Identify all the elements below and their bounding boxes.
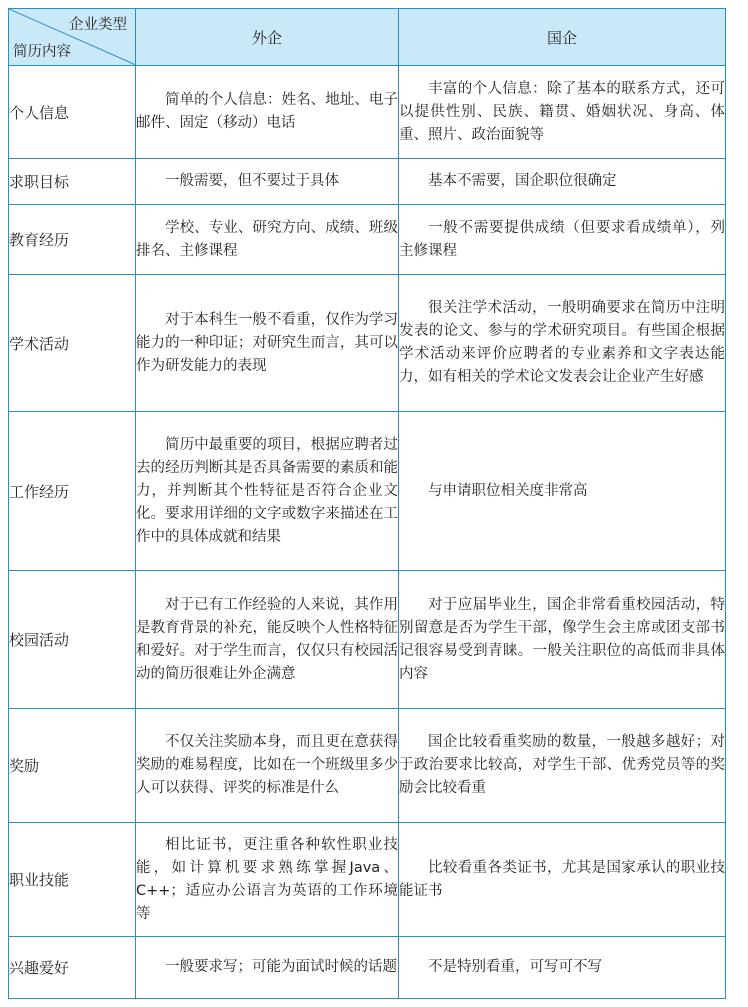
header-state: 国企 xyxy=(399,9,726,66)
header-foreign: 外企 xyxy=(136,9,399,66)
row-label: 职业技能 xyxy=(9,823,136,937)
state-cell: 一般不需要提供成绩（但要求看成绩单），列主修课程 xyxy=(399,205,726,275)
resume-comparison-table xyxy=(8,8,726,999)
foreign-cell: 简历中最重要的项目，根据应聘者过去的经历判断其是否具备需要的素质和能力，并判断其个性特征是否符合企业文化。要求用详细的文字或数字来描述在工作中的具体成就和结果 xyxy=(136,412,399,571)
state-cell: 比较看重各类证书，尤其是国家承认的职业技能证书 xyxy=(399,823,726,937)
foreign-cell: 简单的个人信息：姓名、地址、电子邮件、固定（移动）电话 xyxy=(136,66,399,159)
foreign-cell: 对于已有工作经验的人来说，其作用是教育背景的补充，能反映个人性格特征和爱好。对于学生而言，仅仅只有校园活动的简历很难让外企满意 xyxy=(136,571,399,709)
table-row xyxy=(9,709,726,823)
table-row xyxy=(9,937,726,999)
corner-top-label: 企业类型 xyxy=(69,17,127,33)
row-label: 校园活动 xyxy=(9,571,136,709)
foreign-cell: 不仅关注奖励本身，而且更在意获得奖励的难易程度，比如在一个班级里多少人可以获得、评奖的标准是什么 xyxy=(136,709,399,823)
state-cell: 与申请职位相关度非常高 xyxy=(399,412,726,571)
foreign-cell: 一般需要，但不要过于具体 xyxy=(136,159,399,205)
foreign-cell: 相比证书，更注重各种软性职业技能，如计算机要求熟练掌握Java、C++；适应办公语言为英语的工作环境等 xyxy=(136,823,399,937)
state-cell: 很关注学术活动，一般明确要求在简历中注明发表的论文、参与的学术研究项目。有些国企根据学术活动来评价应聘者的专业素养和文字表达能力，如有相关的学术论文发表会让企业产生好感 xyxy=(399,275,726,412)
state-cell: 对于应届毕业生，国企非常看重校园活动，特别留意是否为学生干部，像学生会主席或团支部书记很容易受到青睐。一般关注职位的高低而非具体内容 xyxy=(399,571,726,709)
table-row xyxy=(9,571,726,709)
row-label: 兴趣爱好 xyxy=(9,937,136,999)
resume-comparison-table-wrap xyxy=(8,8,725,999)
foreign-cell: 学校、专业、研究方向、成绩、班级排名、主修课程 xyxy=(136,205,399,275)
state-cell: 基本不需要，国企职位很确定 xyxy=(399,159,726,205)
row-label: 个人信息 xyxy=(9,66,136,159)
row-label: 求职目标 xyxy=(9,159,136,205)
row-label: 学术活动 xyxy=(9,275,136,412)
state-cell: 不是特别看重，可写可不写 xyxy=(399,937,726,999)
foreign-cell: 一般要求写；可能为面试时候的话题 xyxy=(136,937,399,999)
row-label: 教育经历 xyxy=(9,205,136,275)
corner-header-cell xyxy=(9,9,136,66)
table-row xyxy=(9,66,726,159)
table-row xyxy=(9,823,726,937)
table-row xyxy=(9,275,726,412)
table-row xyxy=(9,205,726,275)
corner-bottom-label: 简历内容 xyxy=(13,44,71,60)
row-label: 奖励 xyxy=(9,709,136,823)
header-row xyxy=(9,9,726,66)
row-label: 工作经历 xyxy=(9,412,136,571)
state-cell: 丰富的个人信息：除了基本的联系方式，还可以提供性别、民族、籍贯、婚姻状况、身高、体重、照片、政治面貌等 xyxy=(399,66,726,159)
state-cell: 国企比较看重奖励的数量，一般越多越好；对于政治要求比较高，对学生干部、优秀党员等的奖励会比较看重 xyxy=(399,709,726,823)
table-row xyxy=(9,412,726,571)
foreign-cell: 对于本科生一般不看重，仅作为学习能力的一种印证；对研究生而言，其可以作为研发能力的表现 xyxy=(136,275,399,412)
table-row xyxy=(9,159,726,205)
